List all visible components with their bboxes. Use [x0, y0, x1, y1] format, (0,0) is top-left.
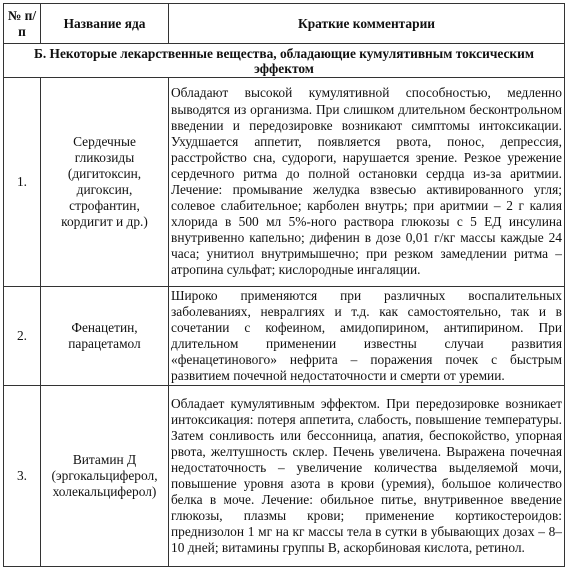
section-row	[4, 44, 565, 78]
table-row	[4, 287, 565, 386]
poison-name: Сердечные гликозиды (дигитоксин, дигоксин, строфантин, кордигит и др.)	[41, 78, 169, 287]
header-comments: Краткие комментарии	[169, 4, 565, 44]
poison-comment: Обладает кумулятивным эффектом. При передозировке возникает интоксикация: потеря аппетита, слабость, повышение температуры. Затем сонливость или бессонница, апатия, беспокойство, упорная рвота, желтушность склер. Печень увеличена. Выражена почечная недостаточность – увеличение количества выделяемой мочи, повышение уровня азота в крови (уремия), большое количество белка в моче. Лечение: обильное питье, внутривенное введение глюкозы, плазмы крови; применение кортикостероидов: преднизолон 1 мг на кг массы тела в сутки в убывающих дозах – 8–10 дней; витамины группы В, аскорбиновая кислота, ретинол.	[169, 386, 565, 567]
table-row	[4, 386, 565, 567]
header-number: № п/п	[4, 4, 41, 44]
row-number: 1.	[4, 78, 41, 287]
section-title: Б. Некоторые лекарственные вещества, обладающие кумулятивным токсическим эффектом	[4, 44, 565, 78]
header-poison-name: Название яда	[41, 4, 169, 44]
poison-name: Витамин Д (эргокальциферол, холекальциферол)	[41, 386, 169, 567]
poison-comment: Обладают высокой кумулятивной способностью, медленно выводятся из организма. При слишком длительном бесконтрольном введении и передозировке возникают симптомы интоксикации. Ухудшается аппетит, появляется рвота, понос, депрессия, расстройство сна, судороги, нарушается зрение. Резкое урежение сердечного ритма до полной остановки сердца из-за аритмии. Лечение: промывание желудка взвесью активированного угля; солевое слабительное; карболен внутрь; при аритмии – 2 г калия хлорида в 500 мл 5%-ного раствора глюкозы с 5 ЕД инсулина внутривенно капельно; дифенин в дозе 0,01 г/кг массы каждые 24 часа; унитиол внутримышечно; при резком замедлении ритма – атропина сульфат; кислородные ингаляции.	[169, 78, 565, 287]
row-number: 2.	[4, 287, 41, 386]
table-header-row	[4, 4, 565, 44]
table-row	[4, 78, 565, 287]
poisons-table	[3, 3, 565, 567]
poison-comment: Широко применяются при различных воспалительных заболеваниях, невралгиях и т.д. как самостоятельно, так и в сочетании с кофеином, амидопирином, антипирином. При длительном применении известны случаи развития «фенацетинового» нефрита – поражения почек с быстрым развитием почечной недостаточности и смерти от уремии.	[169, 287, 565, 386]
poison-name: Фенацетин, парацетамол	[41, 287, 169, 386]
row-number: 3.	[4, 386, 41, 567]
